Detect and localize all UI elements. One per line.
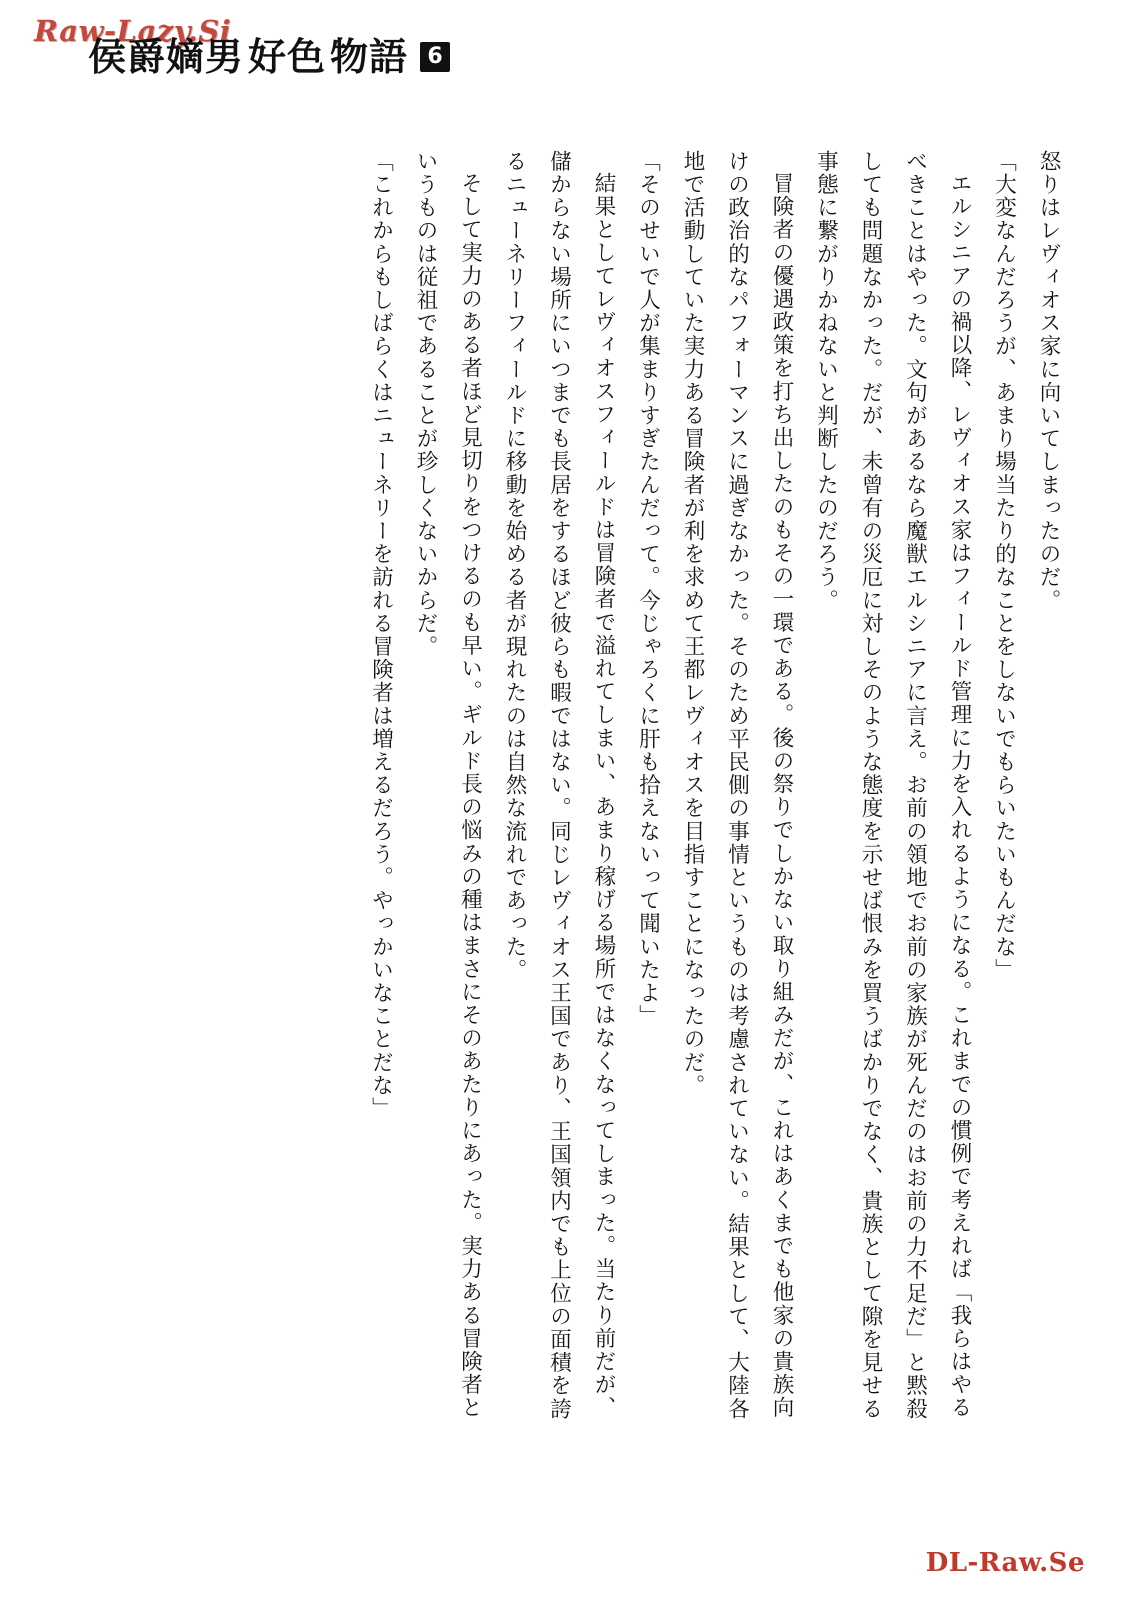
paragraph: 怒りはレヴィオス家に向いてしまったのだ。 (1036, 150, 1061, 612)
novel-body-text (55, 150, 1070, 1440)
title-main-text: 侯爵嫡男 (88, 34, 245, 79)
paragraph: 冒険者の優遇政策を打ち出したのもその一環である。後の祭りでしかない取り組みだが、これはあくまでも他家の貴族向けの政治的なパフォーマンスに過ぎなかった。そのため平民側の事情というものは考慮されていない。結果として、大陸各地で活動していた実力ある冒険者が利を求めて王都レヴィオスを目指すことになったのだ。 (680, 150, 794, 1421)
title-accent-text: 好色 (248, 34, 327, 79)
paragraph: 「大変なんだろうが、あまり場当たり的なことをしないでもらいたいもんだな」 (991, 150, 1017, 982)
volume-number-badge: 6 (420, 42, 450, 72)
top-watermark: Raw-Lazy.Si (34, 14, 232, 48)
title-tail-text: 物語 (330, 34, 409, 79)
bottom-watermark: DL-Raw.Se (925, 1548, 1085, 1578)
paragraph: 「そのせいで人が集まりすぎたんだって。今じゃろくに肝も拾えないって聞いたよ」 (635, 150, 661, 1028)
page-header (0, 0, 1125, 110)
paragraph: エルシニアの禍以降、レヴィオス家はフィールド管理に力を入れるようになる。これまでの慣例で考えれば「我らはやるべきことはやった。文句があるなら魔獣エルシニアに言え。お前の領地でお前の家族が死んだのはお前の力不足だ」と黙殺しても問題なかった。だが、未曾有の災厄に対しそのような態度を示せば恨みを買うばかりでなく、貴族として隙を見せる事態に繋がりかねないと判断したのだろう。 (813, 150, 972, 1421)
book-title (88, 34, 450, 79)
paragraph: そして実力のある者ほど見切りをつけるのも早い。ギルド長の悩みの種はまさにそのあたりにあった。実力ある冒険者というものは従祖であることが珍しくないからだ。 (413, 150, 483, 1419)
paragraph: 結果としてレヴィオスフィールドは冒険者で溢れてしまい、あまり稼げる場所ではなくなってしまった。当たり前だが、儲からない場所にいつまでも長居をするほど彼らも暇ではない。同じレヴィオス王国であり、王国領内でも上位の面積を誇るニューネリーフィールドに移動を始める者が現れたのは自然な流れであった。 (502, 150, 616, 1421)
paragraph: 「これからもしばらくはニューネリーを訪れる冒険者は増えるだろう。やっかいなことだな」 (368, 150, 394, 1121)
